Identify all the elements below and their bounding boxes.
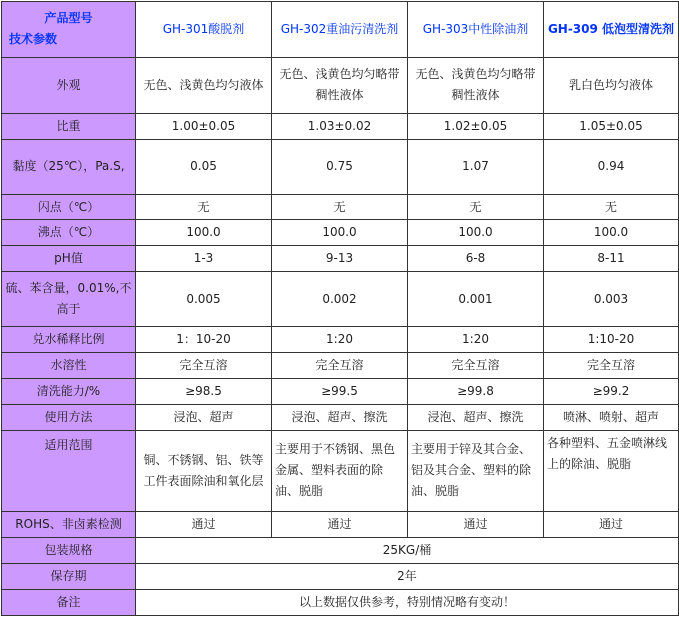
- table-cell: 通过: [272, 512, 408, 538]
- corner-header-cell: [2, 2, 136, 58]
- table-row: [2, 194, 679, 220]
- table-cell: 无: [272, 194, 408, 220]
- table-cell: 通过: [408, 512, 544, 538]
- row-label: 备注: [2, 589, 136, 615]
- row-label: 使用方法: [2, 404, 136, 430]
- table-cell: 100.0: [544, 220, 679, 246]
- row-label: 水溶性: [2, 352, 136, 378]
- table-cell: 0.003: [544, 272, 679, 327]
- product-header-gh301: GH-301酸脱剂: [136, 2, 272, 58]
- table-cell: 1.02±0.05: [408, 113, 544, 139]
- table-cell: ≥99.5: [272, 378, 408, 404]
- table-cell: 1:20: [408, 327, 544, 353]
- table-cell: 100.0: [408, 220, 544, 246]
- table-cell: 无: [408, 194, 544, 220]
- table-row: [2, 139, 679, 194]
- table-cell: 无: [544, 194, 679, 220]
- product-header-gh302: GH-302重油污清洗剂: [272, 2, 408, 58]
- table-cell: 0.002: [272, 272, 408, 327]
- row-label: 兑水稀释比例: [2, 327, 136, 353]
- row-label: pH值: [2, 246, 136, 272]
- row-label: 比重: [2, 113, 136, 139]
- table-cell: 完全互溶: [136, 352, 272, 378]
- row-label: 外观: [2, 57, 136, 113]
- table-cell: 0.75: [272, 139, 408, 194]
- merged-cell: 2年: [136, 564, 679, 590]
- table-cell: ≥98.5: [136, 378, 272, 404]
- merged-cell: 以上数据仅供参考，特别情况略有变动！: [136, 589, 679, 615]
- table-cell: 浸泡、超声、擦洗: [272, 404, 408, 430]
- table-cell: 完全互溶: [272, 352, 408, 378]
- table-cell: 通过: [544, 512, 679, 538]
- merged-cell: 25KG/桶: [136, 538, 679, 564]
- table-cell: 0.94: [544, 139, 679, 194]
- row-label: 沸点（℃）: [2, 220, 136, 246]
- row-label: 闪点（℃）: [2, 194, 136, 220]
- row-label: ROHS、非卤素检测: [2, 512, 136, 538]
- table-row: [2, 352, 679, 378]
- table-cell: 无色、浅黄色均匀液体: [136, 57, 272, 113]
- table-row: [2, 404, 679, 430]
- corner-tech-params: 技术参数: [9, 32, 58, 47]
- table-row: [2, 327, 679, 353]
- table-row: [2, 589, 679, 615]
- table-cell: 各种塑料、五金喷淋线上的除油、脱脂: [544, 430, 679, 512]
- row-label: 硫、苯含量，0.01%,不高于: [2, 272, 136, 327]
- table-cell: 无: [136, 194, 272, 220]
- table-cell: 9-13: [272, 246, 408, 272]
- product-header-gh309: GH-309 低泡型清洗剂: [544, 2, 679, 58]
- table-cell: 0.005: [136, 272, 272, 327]
- table-cell: 铜、不锈钢、铝、铁等工件表面除油和氧化层: [136, 430, 272, 512]
- table-cell: 1.00±0.05: [136, 113, 272, 139]
- table-cell: 通过: [136, 512, 272, 538]
- table-cell: 无色、浅黄色均匀略带稠性液体: [408, 57, 544, 113]
- row-label: 包装规格: [2, 538, 136, 564]
- table-cell: 1.03±0.02: [272, 113, 408, 139]
- row-label: 保存期: [2, 564, 136, 590]
- table-cell: 1.05±0.05: [544, 113, 679, 139]
- table-cell: ≥99.8: [408, 378, 544, 404]
- table-row: [2, 564, 679, 590]
- row-label: 适用范围: [2, 430, 136, 512]
- table-row: [2, 272, 679, 327]
- corner-product-model: 产品型号: [44, 11, 93, 26]
- table-cell: 8-11: [544, 246, 679, 272]
- table-row: [2, 57, 679, 113]
- table-row: [2, 378, 679, 404]
- table-cell: 完全互溶: [408, 352, 544, 378]
- table-cell: 浸泡、超声: [136, 404, 272, 430]
- table-row: [2, 113, 679, 139]
- table-cell: 100.0: [136, 220, 272, 246]
- table-cell: 1-3: [136, 246, 272, 272]
- table-cell: 100.0: [272, 220, 408, 246]
- row-label: 黏度（25℃），Pa.S,: [2, 139, 136, 194]
- table-row: [2, 538, 679, 564]
- table-cell: 1.07: [408, 139, 544, 194]
- table-cell: 浸泡、超声、擦洗: [408, 404, 544, 430]
- table-cell: 完全互溶: [544, 352, 679, 378]
- table-cell: 喷淋、喷射、超声: [544, 404, 679, 430]
- table-row: [2, 430, 679, 512]
- spec-table: [1, 1, 679, 616]
- table-cell: ≥99.2: [544, 378, 679, 404]
- table-cell: 0.05: [136, 139, 272, 194]
- table-cell: 0.001: [408, 272, 544, 327]
- product-header-gh303: GH-303中性除油剂: [408, 2, 544, 58]
- table-cell: 主要用于不锈钢、黑色金属、塑料表面的除油、脱脂: [272, 430, 408, 512]
- table-cell: 主要用于锌及其合金、铝及其合金、塑料的除油、脱脂: [408, 430, 544, 512]
- table-row: [2, 246, 679, 272]
- table-row: [2, 512, 679, 538]
- table-cell: 6-8: [408, 246, 544, 272]
- table-cell: 无色、浅黄色均匀略带稠性液体: [272, 57, 408, 113]
- table-cell: 1:20: [272, 327, 408, 353]
- header-row: [2, 2, 679, 58]
- table-cell: 乳白色均匀液体: [544, 57, 679, 113]
- table-cell: 1:10-20: [544, 327, 679, 353]
- table-cell: 1：10-20: [136, 327, 272, 353]
- table-row: [2, 220, 679, 246]
- row-label: 清洗能力/%: [2, 378, 136, 404]
